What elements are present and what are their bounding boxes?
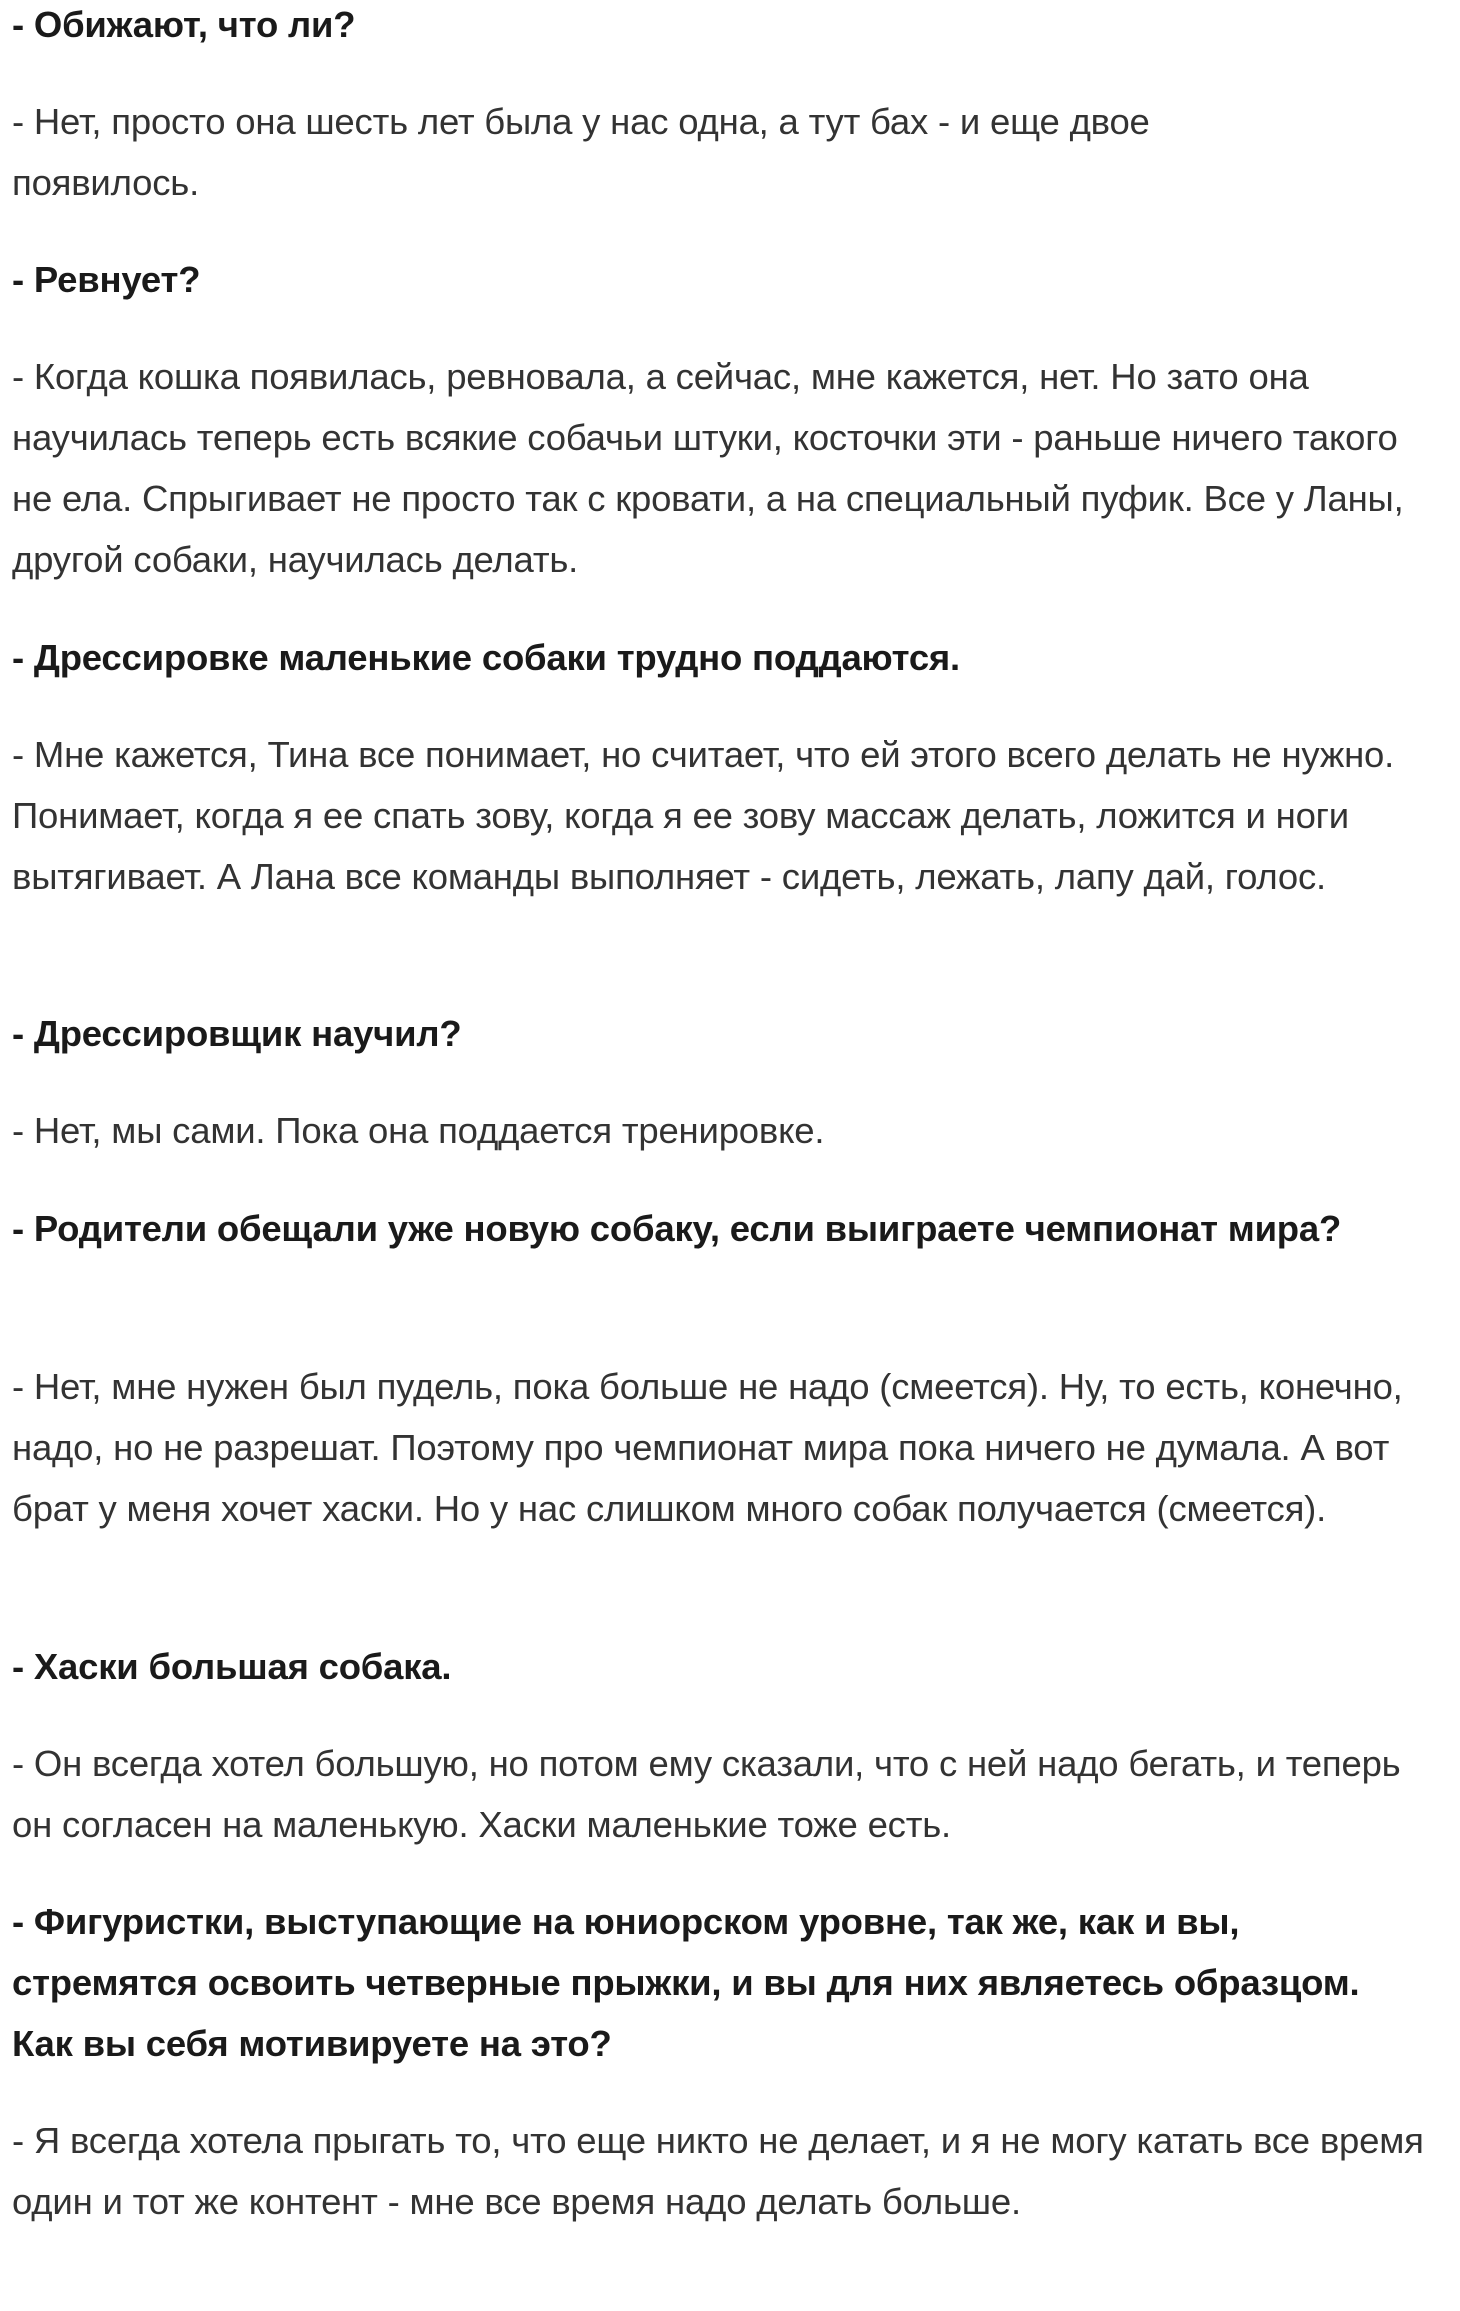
answer-paragraph: - Нет, просто она шесть лет была у нас одна, а тут бах - и еще двое появилось.: [12, 101, 1150, 203]
answer-paragraph: - Когда кошка появилась, ревновала, а сейчас, мне кажется, нет. Но зато она научилась теперь есть всякие собачьи штуки, косточки эти - раньше ничего такого не ела. Спрыгивает не просто так с кровати, а на специальный пуфик. Все у Ланы, другой собаки, научилась делать.: [12, 356, 1404, 580]
question-paragraph: - Дрессировщик научил?: [12, 1013, 462, 1054]
question-paragraph: - Хаски большая собака.: [12, 1646, 452, 1687]
answer-paragraph: - Нет, мне нужен был пудель, пока больше не надо (смеется). Ну, то есть, конечно, надо, но не разрешат. Поэтому про чемпионат мира пока ничего не думала. А вот брат у меня хочет хаски. Но у нас слишком много собак получается (смеется).: [12, 1366, 1403, 1529]
answer-paragraph: - Я всегда хотела прыгать то, что еще никто не делает, и я не могу катать все время один и тот же контент - мне все время надо делать больше.: [12, 2120, 1424, 2222]
question-paragraph: - Дрессировке маленькие собаки трудно поддаются.: [12, 637, 960, 678]
question-paragraph: - Родители обещали уже новую собаку, если выиграете чемпионат мира?: [12, 1208, 1342, 1249]
answer-paragraph: - Он всегда хотел большую, но потом ему сказали, что с ней надо бегать, и теперь он согласен на маленькую. Хаски маленькие тоже есть.: [12, 1743, 1401, 1845]
answer-paragraph: - Нет, мы сами. Пока она поддается тренировке.: [12, 1110, 825, 1151]
question-paragraph: - Фигуристки, выступающие на юниорском уровне, так же, как и вы, стремятся освоить четверные прыжки, и вы для них являетесь образцом. Как вы себя мотивируете на это?: [12, 1901, 1360, 2064]
answer-paragraph: - Мне кажется, Тина все понимает, но считает, что ей этого всего делать не нужно. Понимает, когда я ее спать зову, когда я ее зову массаж делать, ложится и ноги вытягивает. А Лана все команды выполняет - сидеть, лежать, лапу дай, голос.: [12, 734, 1395, 897]
question-paragraph: - Обижают, что ли?: [12, 4, 356, 45]
question-paragraph: - Ревнует?: [12, 259, 201, 300]
